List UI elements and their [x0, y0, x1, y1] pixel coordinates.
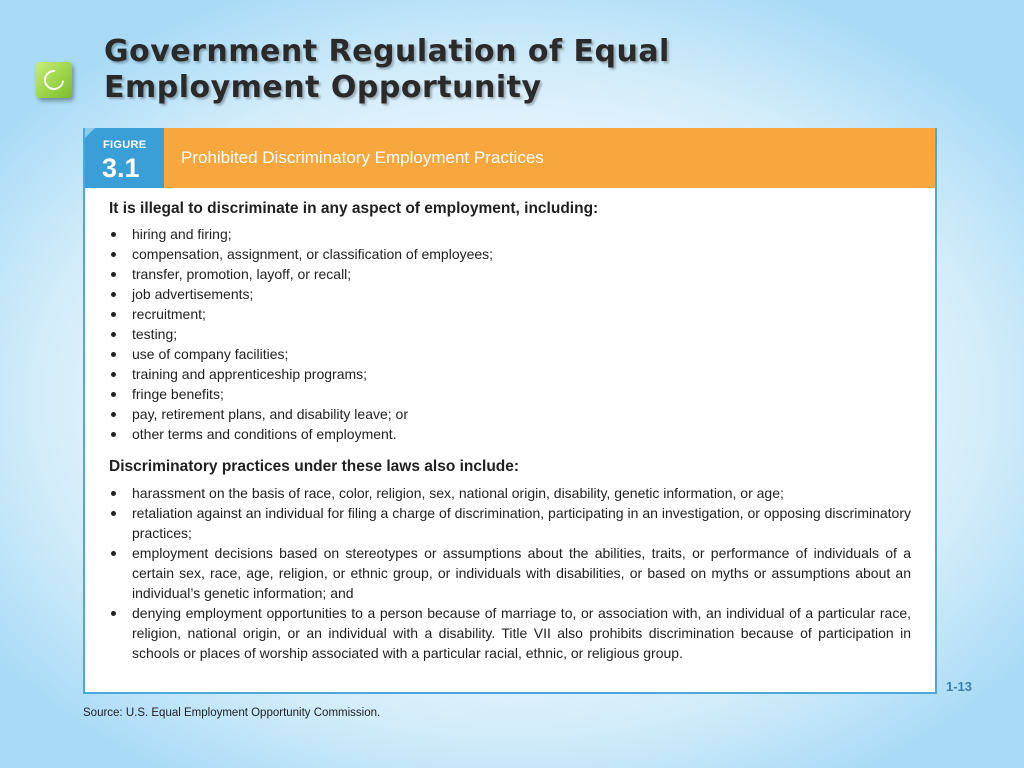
figure-panel	[83, 128, 937, 694]
list-item: employment decisions based on stereotypes or assumptions about the abilities, traits, or performance of individuals of a certain sex, race, age, religion, or ethnic group, or individuals with disabilities, or based on myths or assumptions about an individual’s genetic information; and	[105, 543, 911, 603]
list-item: transfer, promotion, layoff, or recall;	[105, 264, 911, 284]
list-item: use of company facilities;	[105, 344, 911, 364]
figure-caption: Prohibited Discriminatory Employment Practices	[181, 148, 544, 167]
figure-header	[85, 128, 935, 188]
list-item: testing;	[105, 324, 911, 344]
section2-list	[105, 483, 911, 663]
list-item: training and apprenticeship programs;	[105, 364, 911, 384]
figure-number: 3.1	[102, 153, 140, 183]
slide-title-line1: Government Regulation of Equal	[104, 34, 670, 69]
list-item: fringe benefits;	[105, 384, 911, 404]
list-item: job advertisements;	[105, 284, 911, 304]
section1-list	[105, 224, 911, 444]
list-item: recruitment;	[105, 304, 911, 324]
list-item: harassment on the basis of race, color, religion, sex, national origin, disability, genetic information, or age;	[105, 483, 911, 503]
slide-bullet-icon	[36, 62, 72, 98]
list-item: hiring and firing;	[105, 224, 911, 244]
list-item: denying employment opportunities to a person because of marriage to, or association with, an individual of a particular race, religion, national origin, or an individual with a disability. Title VII also prohibits discrimination because of participation in schools or places of worship associated with a particular racial, ethnic, or religious group.	[105, 603, 911, 663]
list-item: retaliation against an individual for filing a charge of discrimination, participating in an investigation, or opposing discriminatory practices;	[105, 503, 911, 543]
page-number: 1-13	[946, 679, 973, 694]
source-note: Source: U.S. Equal Employment Opportunity Commission.	[83, 707, 381, 719]
section1-heading: It is illegal to discriminate in any aspect of employment, including:	[109, 200, 599, 217]
figure-badge	[85, 128, 164, 188]
list-item: pay, retirement plans, and disability leave; or	[105, 404, 911, 424]
slide-title-line2: Employment Opportunity	[104, 70, 542, 105]
section2-heading: Discriminatory practices under these laws also include:	[109, 458, 520, 475]
list-item: other terms and conditions of employment.	[105, 424, 911, 444]
list-item: compensation, assignment, or classification of employees;	[105, 244, 911, 264]
figure-label: FIGURE	[103, 139, 147, 151]
slide-title	[104, 34, 670, 106]
